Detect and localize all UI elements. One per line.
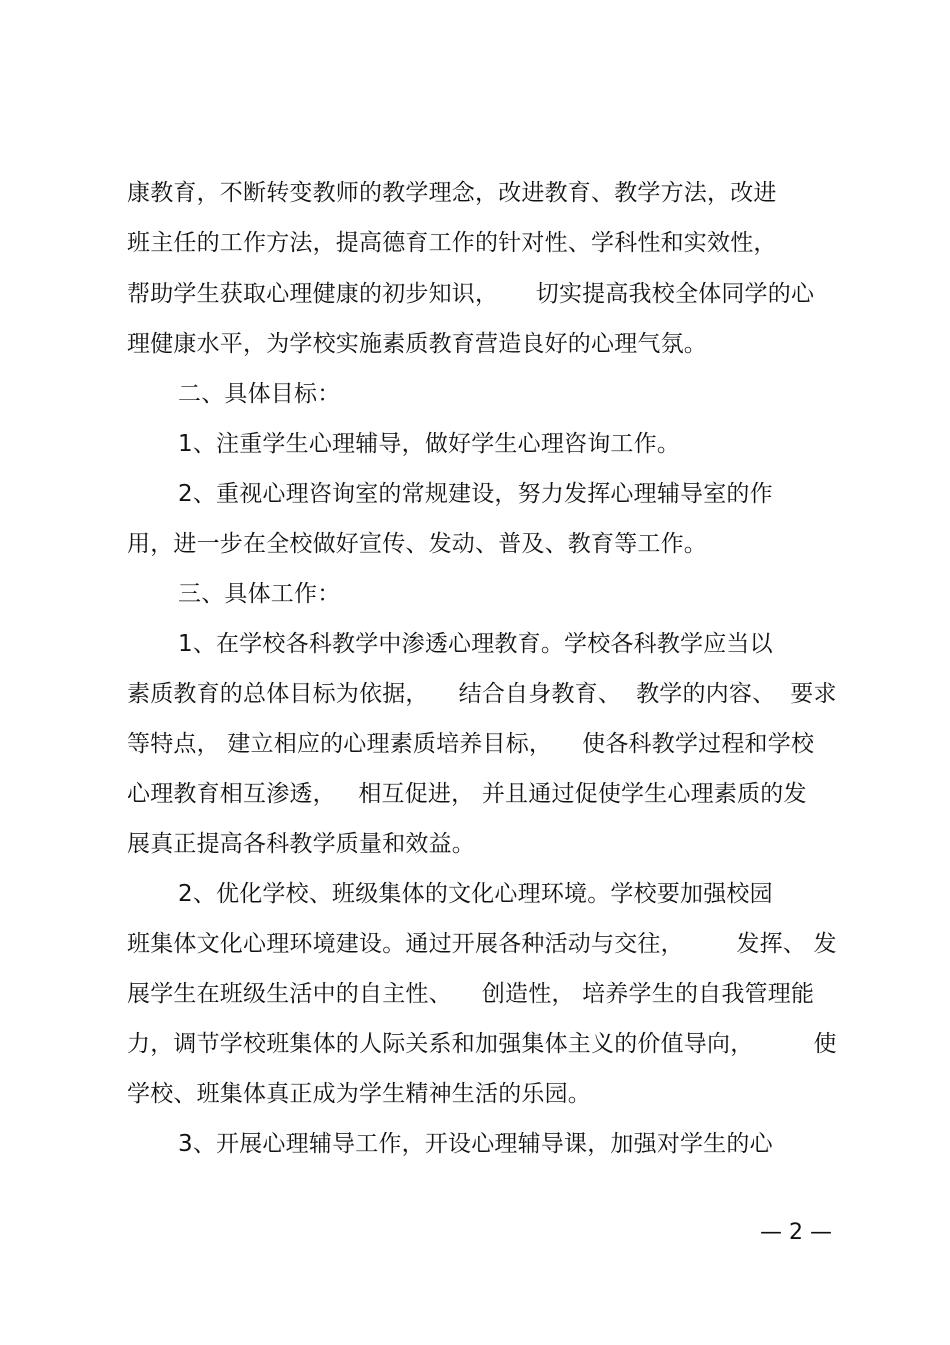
text-line: 展真正提高各科教学质量和效益。 <box>127 831 475 857</box>
text-line: 心理教育相互渗透， 相互促进， 并且通过促使学生心理素质的发 <box>127 781 807 807</box>
text-line: 班集体文化心理环境建设。通过开展各种活动与交往， 发挥、 发 <box>127 931 837 957</box>
section-heading: 二、具体目标： <box>178 381 341 407</box>
text-line: 1、在学校各科教学中渗透心理教育。学校各科教学应当以 <box>178 631 773 657</box>
text-line: 等特点， 建立相应的心理素质培养目标， 使各科教学过程和学校 <box>127 731 815 757</box>
text-line: 2、优化学校、班级集体的文化心理环境。学校要加强校园 <box>178 881 773 907</box>
text-line: 帮助学生获取心理健康的初步知识， 切实提高我校全体同学的心 <box>127 281 815 307</box>
text-line: 1、注重学生心理辅导，做好学生心理咨询工作。 <box>178 431 681 457</box>
page-number: — 2 — <box>760 1220 832 1245</box>
text-line: 班主任的工作方法，提高德育工作的针对性、学科性和实效性， <box>127 230 777 256</box>
text-line: 理健康水平，为学校实施素质教育营造良好的心理气氛。 <box>127 331 707 357</box>
text-line: 力，调节学校班集体的人际关系和加强集体主义的价值导向， 使 <box>127 1031 837 1057</box>
text-line: 康教育，不断转变教师的教学理念，改进教育、教学方法，改进 <box>127 180 777 206</box>
text-line: 2、重视心理咨询室的常规建设，努力发挥心理辅导室的作 <box>178 481 773 507</box>
section-heading: 三、具体工作： <box>178 581 341 607</box>
text-line: 3、开展心理辅导工作，开设心理辅导课，加强对学生的心 <box>178 1131 773 1157</box>
text-line: 素质教育的总体目标为依据， 结合自身教育、 教学的内容、 要求 <box>127 681 837 707</box>
text-line: 用，进一步在全校做好宣传、发动、普及、教育等工作。 <box>127 531 707 557</box>
text-line: 学校、班集体真正成为学生精神生活的乐园。 <box>127 1081 591 1107</box>
text-line: 展学生在班级生活中的自主性、 创造性， 培养学生的自我管理能 <box>127 981 815 1007</box>
